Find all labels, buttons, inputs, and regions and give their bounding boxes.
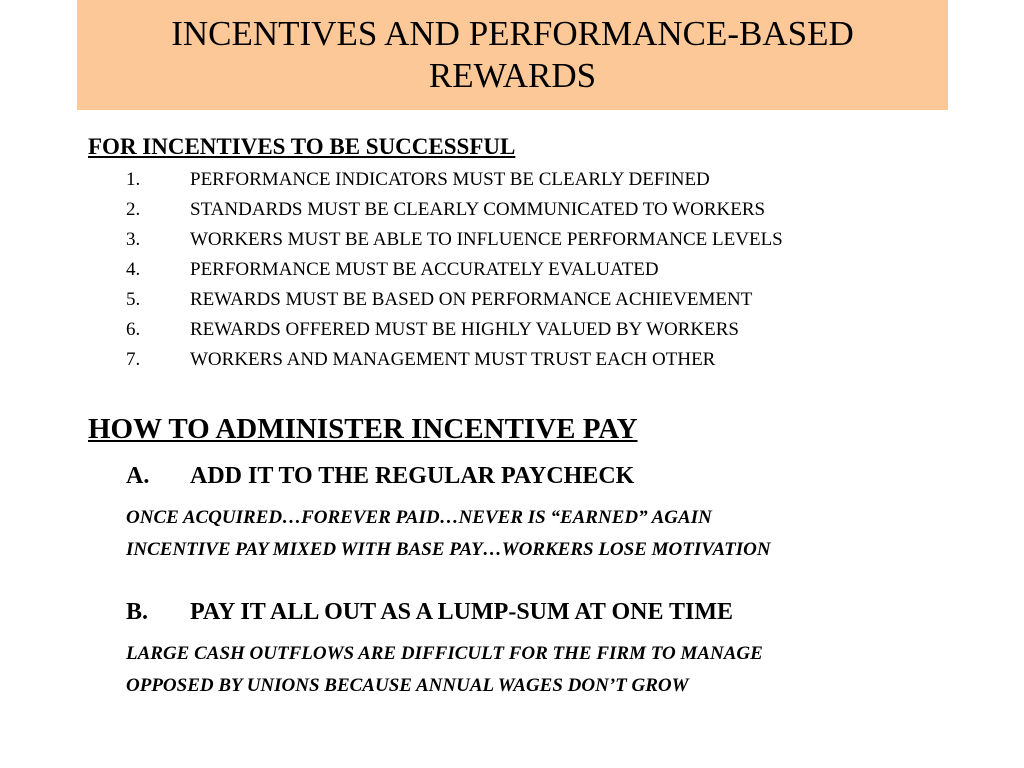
list-item-text: REWARDS OFFERED MUST BE HIGHLY VALUED BY WORKERS (190, 319, 739, 340)
option-text: ADD IT TO THE REGULAR PAYCHECK (190, 463, 635, 489)
list-item-number: 4. (126, 259, 141, 280)
list-item-text: WORKERS AND MANAGEMENT MUST TRUST EACH OTHER (190, 349, 716, 370)
list-item-text: STANDARDS MUST BE CLEARLY COMMUNICATED TO WORKERS (190, 199, 766, 220)
administer-pay-heading: HOW TO ADMINISTER INCENTIVE PAY (88, 413, 638, 445)
option-a-note-2: INCENTIVE PAY MIXED WITH BASE PAY…WORKERS LOSE MOTIVATION (126, 539, 771, 560)
option-letter: B. (126, 599, 149, 625)
list-item-number: 7. (126, 349, 141, 370)
list-item-number: 2. (126, 199, 141, 220)
list-item-number: 5. (126, 289, 141, 310)
list-item-number: 3. (126, 229, 141, 250)
list-item-text: PERFORMANCE MUST BE ACCURATELY EVALUATED (190, 259, 659, 280)
success-conditions-heading: FOR INCENTIVES TO BE SUCCESSFUL (88, 134, 516, 159)
list-item-text: WORKERS MUST BE ABLE TO INFLUENCE PERFORMANCE LEVELS (190, 229, 783, 250)
list-item-number: 1. (126, 169, 141, 190)
list-item-text: REWARDS MUST BE BASED ON PERFORMANCE ACHIEVEMENT (190, 289, 753, 310)
option-letter: A. (126, 463, 150, 489)
option-b-note-2: OPPOSED BY UNIONS BECAUSE ANNUAL WAGES DON’T GROW (126, 675, 689, 696)
slide-title-line-2: REWARDS (428, 56, 597, 95)
slide-title-line-1: INCENTIVES AND PERFORMANCE-BASED (171, 14, 854, 53)
title-banner (77, 0, 948, 110)
list-item-text: PERFORMANCE INDICATORS MUST BE CLEARLY DEFINED (190, 169, 710, 190)
option-text: PAY IT ALL OUT AS A LUMP-SUM AT ONE TIME (190, 599, 734, 625)
list-item-number: 6. (126, 319, 141, 340)
option-b-note-1: LARGE CASH OUTFLOWS ARE DIFFICULT FOR THE FIRM TO MANAGE (126, 643, 763, 664)
option-a-note-1: ONCE ACQUIRED…FOREVER PAID…NEVER IS “EARNED” AGAIN (126, 507, 712, 528)
